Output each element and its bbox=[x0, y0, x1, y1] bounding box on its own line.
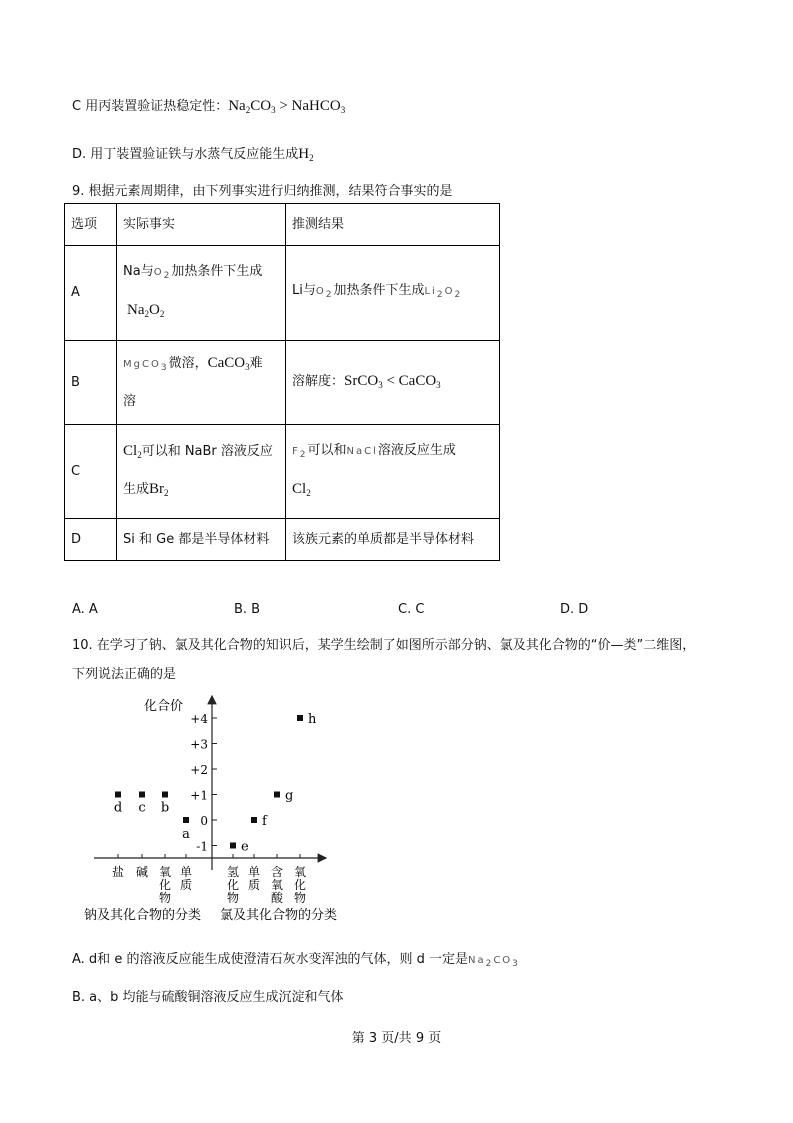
group-label-chlorine: 氯及其化合物的分类 bbox=[220, 908, 338, 923]
table-header-row bbox=[65, 204, 500, 246]
header-fact: 实际事实 bbox=[117, 204, 286, 246]
x-category-label: 氧化物 bbox=[293, 865, 307, 905]
point-g bbox=[274, 792, 280, 798]
point-e bbox=[230, 843, 236, 849]
header-result: 推测结果 bbox=[286, 204, 500, 246]
point-label-g: g bbox=[285, 788, 294, 804]
x-category-label: 含氧酸 bbox=[270, 865, 284, 905]
x-category-label: 单质 bbox=[179, 865, 193, 892]
table-row-d bbox=[65, 519, 500, 561]
question-10-option-b: B. a、b 均能与硫酸铜溶液反应生成沉淀和气体 bbox=[72, 990, 344, 1005]
table-row-b bbox=[65, 341, 500, 425]
question-10-option-a: A. d和 e 的溶液反应能生成使澄清石灰水变浑浊的气体，则 d 一定是$Na_2CO_3$ bbox=[72, 952, 520, 969]
row-result: 溶解度：SrCO$_3$ < CaCO$_3$ bbox=[286, 341, 500, 425]
point-label-f: f bbox=[262, 814, 267, 829]
x-category-label: 氢化物 bbox=[226, 865, 240, 905]
row-fact: Si 和 Ge 都是半导体材料 bbox=[117, 519, 286, 561]
formula-h2: $H_2$ bbox=[298, 146, 314, 163]
point-label-c: c bbox=[138, 800, 146, 816]
row-label: C bbox=[65, 425, 117, 519]
row-label: B bbox=[65, 341, 117, 425]
y-tick-label: -1 bbox=[196, 839, 208, 854]
point-label-b: b bbox=[160, 800, 170, 816]
row-result: Li与$O_2$加热条件下生成$Li_2O_2$ bbox=[286, 246, 500, 341]
point-label-h: h bbox=[308, 712, 317, 727]
header-option: 选项 bbox=[65, 204, 117, 246]
row-result: 该族元素的单质都是半导体材料 bbox=[286, 519, 500, 561]
row-result: $F_2$可以和NaCl溶液反应生成 $Cl_2$ bbox=[286, 425, 500, 519]
option-d: D. D bbox=[560, 602, 589, 617]
y-tick-label: +2 bbox=[190, 763, 208, 777]
y-tick-label: +1 bbox=[190, 788, 208, 803]
y-tick-label: +3 bbox=[190, 737, 208, 752]
row-fact: $Cl_2$可以和 NaBr 溶液反应 生成$Br_2$ bbox=[117, 425, 286, 519]
point-b bbox=[162, 792, 168, 798]
option-b: B. B bbox=[234, 602, 261, 617]
formula-na2co3: $Na_2CO_3$ > NaHCO$_3$ bbox=[228, 98, 346, 115]
option-c: C. C bbox=[398, 602, 425, 617]
x-category-label: 单质 bbox=[247, 865, 261, 892]
x-category-label: 碱 bbox=[135, 865, 149, 879]
y-tick-label: +4 bbox=[190, 712, 208, 726]
row-label: D bbox=[65, 519, 117, 561]
point-label-a: a bbox=[182, 827, 190, 842]
row-fact: Na与$O_2$加热条件下生成 $Na_2O_2$ bbox=[117, 246, 286, 341]
x-category-label: 盐 bbox=[111, 865, 125, 879]
question-10-stem-2: 下列说法正确的是 bbox=[72, 667, 177, 682]
valence-class-chart bbox=[70, 690, 370, 926]
point-a bbox=[183, 817, 189, 823]
page-footer: 第 3 页/共 9 页 bbox=[351, 1031, 442, 1046]
point-d bbox=[115, 792, 121, 798]
group-label-sodium: 钠及其化合物的分类 bbox=[84, 908, 202, 923]
point-label-e: e bbox=[241, 839, 249, 855]
y-axis-label: 化合价 bbox=[144, 699, 184, 714]
question-9-table bbox=[64, 203, 500, 561]
x-category-label: 氧化物 bbox=[158, 865, 172, 905]
option-d: D. 用丁装置验证铁与水蒸气反应能生成$H_2$ bbox=[72, 146, 314, 163]
point-f bbox=[251, 817, 257, 823]
row-label: A bbox=[65, 246, 117, 341]
option-c: C 用丙装置验证热稳定性：$Na_2CO_3$ > NaHCO$_3$ bbox=[72, 98, 346, 115]
point-h bbox=[297, 715, 303, 721]
row-fact: MgCO$_3$微溶，CaCO$_3$难 溶 bbox=[117, 341, 286, 425]
question-10-stem-1: 10. 在学习了钠、氯及其化合物的知识后，某学生绘制了如图所示部分钠、氯及其化合物的“价—类”二维图， bbox=[72, 638, 696, 653]
table-row-c bbox=[65, 425, 500, 519]
table-row-a bbox=[65, 246, 500, 341]
point-c bbox=[139, 792, 145, 798]
option-a: A. A bbox=[72, 602, 98, 617]
point-label-d: d bbox=[113, 800, 123, 816]
question-9-stem: 9. 根据元素周期律，由下列事实进行归纳推测，结果符合事实的是 bbox=[72, 184, 453, 199]
y-tick-label: 0 bbox=[200, 814, 208, 828]
